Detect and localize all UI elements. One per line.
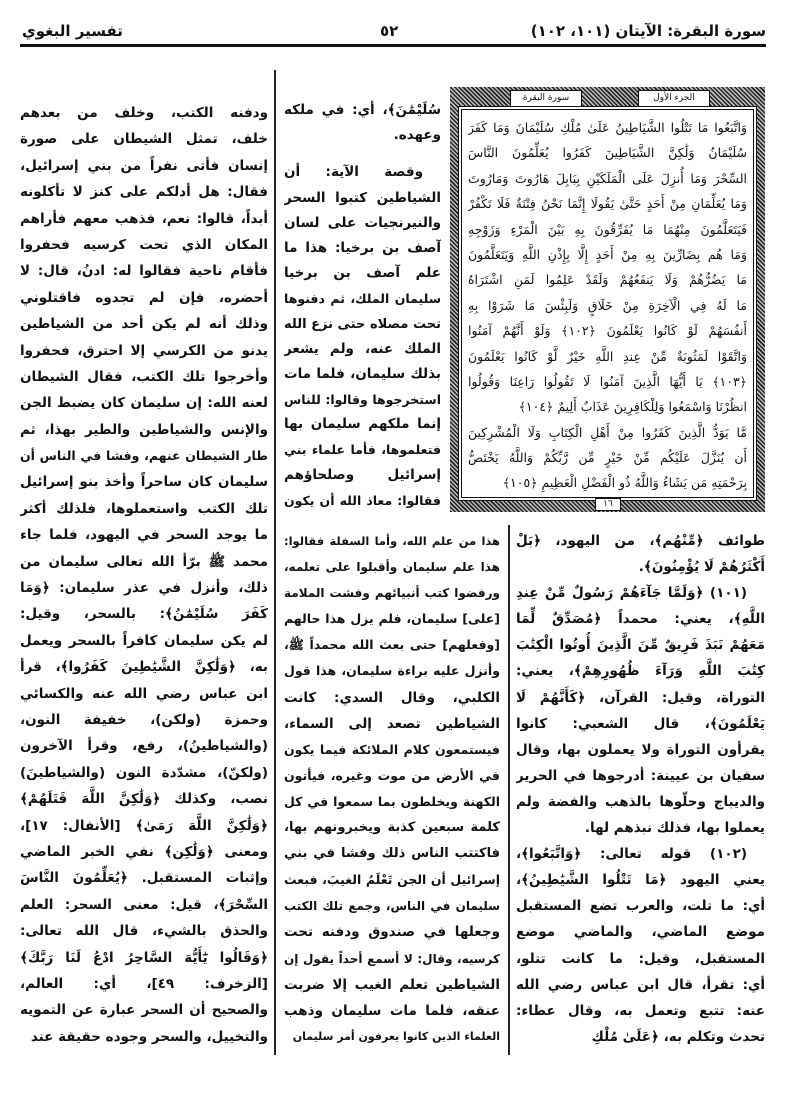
text-line: تحدث وتكلم به، ﴿عَلَىٰ مُلْكِ — [591, 1028, 765, 1045]
text-line: سليمان في الناس، وجمع تلك الكتب — [284, 899, 500, 914]
text-line: (١٠١) ﴿وَلَمَّا جَآءَهُمْ رَسُولٌ مِّنْ عِندِ — [516, 585, 747, 602]
text-line: المكان الذي تحت كرسيه فحفروا — [20, 236, 268, 253]
text-line: مَعَهُمْ نَبَذَ فَرِيقٌ مِّنَ الَّذِينَ أُوتُوا الْكِتَٰبَ — [516, 637, 765, 654]
text-line: التوراة، وقيل: القرآن، ﴿كَأَنَّهُمْ لَا — [516, 689, 765, 706]
right-column — [516, 528, 765, 1050]
quran-line: وَمَا يُعَلِّمَانِ مِنْ أَحَدٍ حَتَّىٰ يَقُولَا إِنَّمَا نَحْنُ فِتْنَةٌ فَلَا تَكْفُرْ — [468, 196, 747, 212]
quran-line: مَا يَضُرُّهُمْ وَلَا يَنفَعُهُمْ وَلَقَدْ عَلِمُوا لَمَنِ اشْتَرَاهُ — [468, 272, 747, 288]
text-line: وحمزة (ولكن)، خفيفة النون، — [20, 711, 268, 728]
text-line: وأنزل عليه براءة سليمان، هذا قول — [284, 663, 500, 679]
text-line: أحضره، فإن لم تجدوه فاقتلوني — [20, 289, 268, 306]
text-line: والتخييل، والسحر وجوده حقيقة عند — [30, 1028, 268, 1045]
page-number: ٥٢ — [380, 22, 399, 40]
text-line: والنيرنجيات على لسان — [284, 214, 441, 231]
text-line: علم آصف بن برخيا — [284, 265, 441, 282]
text-line: اللَّهِ﴾، يعني: محمداً ﴿مُصَدِّقٌ لِّمَا — [516, 611, 765, 628]
text-line: [على] سليمان، فلم يزل هذا حالهم — [284, 611, 500, 627]
book-title: تفسير البغوي — [22, 22, 123, 40]
text-line: هذا علم سليمان وأقبلوا على تعلمه، — [284, 560, 500, 575]
text-line: ورفضوا كتب أنبيائهم وفشت الملامة — [284, 586, 500, 601]
text-line: فتعلموها، فأما علماء بني — [284, 442, 441, 458]
text-line: كرسيه، وقال: لا أسمع أحداً يقول إن — [284, 951, 500, 966]
text-line: سفيان بن عيينة: أدرجوها في الحرير — [516, 767, 765, 784]
text-line: والديباج وحلّوها بالذهب والفضة ولم — [516, 793, 765, 810]
text-line: عنقه، فلما مات سليمان وذهب — [284, 1002, 500, 1019]
text-line: ذلك، وأنزل في عذر سليمان: ﴿وَمَا — [20, 580, 268, 597]
quran-line: وَاتَّقَوْا لَمَثُوبَةٌ مِّنْ عِندِ اللَّهِ خَيْرٌ لَّوْ كَانُوا يَعْلَمُونَ — [468, 348, 747, 364]
text-line: تلك الكتب واستعملوها، فلذلك أكثر — [20, 500, 268, 517]
text-line: طار الشيطان عنهم، وفشا في الناس أن — [20, 448, 268, 464]
text-line: فأقام ناحية فقالوا له: ادنُ، قال: لا — [20, 263, 268, 280]
text-line: ﴿وَلَٰكِنَّ اللَّهَ رَمَىٰ﴾ [الأنفال: ١٧]، — [20, 817, 268, 834]
text-line: إسرائيل أن الجن تَعْلَمُ الغيبَ، فبعث — [284, 872, 500, 888]
text-line: سليمان كان ساحراً وأخذ بنو إسرائيل — [20, 474, 268, 491]
quran-frame — [450, 87, 765, 512]
text-line: موضع الماضي، والماضي موضع — [516, 924, 765, 941]
text-line: فقال: هل أدلكم على كنز لا تأكلونه — [20, 184, 268, 201]
text-line: آصف بن برخيا: هذا ما — [284, 239, 441, 256]
text-line: أبداً، قالوا: نعم، فذهب معهم فأراهم — [20, 210, 268, 227]
quran-line: السِّحْرَ وَمَا أُنزِلَ عَلَى الْمَلَكَيْنِ بِبَابِلَ هَارُوتَ وَمَارُوتَ — [468, 170, 747, 186]
text-line: يَعْلَمُونَ﴾، قال الشعبي: كانوا — [516, 715, 765, 732]
text-line: فقالوا: معاذ الله أن يكون — [284, 492, 441, 508]
text-line: يعملوا بها، فذلك نبذهم لها. — [584, 820, 765, 837]
text-line: محمد ﷺ برّأ الله تعالى سليمان من — [20, 553, 268, 570]
quran-line: مَا لَهُ فِي الْآخِرَةِ مِنْ خَلَاقٍ وَلَبِئْسَ مَا شَرَوْا بِهِ — [468, 297, 747, 313]
text-line: الشياطين تصعد إلى السماء، — [284, 715, 500, 732]
text-line: الملك عنه، ولم يشعر — [284, 340, 441, 357]
text-line: ابن عباس رضي الله عنه والكسائي — [20, 685, 268, 702]
quran-line: انظُرْنَا وَاسْمَعُوا وَلِلْكَافِرِينَ عَذَابٌ أَلِيمٌ ﴿١٠٤﴾ — [518, 399, 747, 415]
quran-line: أَن يُنَزَّلَ عَلَيْكُم مِّنْ خَيْرٍ مِّن رَّبِّكُمْ وَاللَّهُ يَخْتَصُّ — [468, 450, 747, 466]
text-line: الشياطين تعلم الغيب إلا ضربت — [284, 976, 500, 993]
quran-line: سُلَيْمَانُ وَلَٰكِنَّ الشَّيَاطِينَ كَفَرُوا يُعَلِّمُونَ النَّاسَ — [468, 145, 747, 161]
text-line: ودفنه الكتب، وخلف من بعدهم — [20, 105, 268, 121]
quran-line: ﴿١٠٣﴾ يَا أَيُّهَا الَّذِينَ آمَنُوا لَا تَقُولُوا رَاعِنَا وَقُولُوا — [468, 373, 747, 389]
text-line: الشياطين كتبوا السحر — [284, 189, 441, 206]
text-line: سُلَيْمَٰنَ﴾، أي: في ملكه — [284, 102, 441, 118]
text-line: يقرأون التوراة ولا يعملون بها، وقال — [516, 741, 765, 758]
middle-column-lower — [284, 528, 500, 1050]
text-line: كِتَٰبَ اللَّهِ وَرَآءَ ظُهُورِهِمْ﴾، يعني: — [516, 663, 765, 680]
column-divider — [274, 70, 276, 1055]
text-line: ﴿وَقَالُوا يَٰٓأَيُّهَ السَّاحِرُ ادْعُ لَنَا رَبَّكَ﴾ — [20, 949, 268, 966]
text-line: العلماء الذين كانوا يعرفون أمر سليمان — [292, 1029, 500, 1043]
text-line: ما يوجد السحر في اليهود، فلما جاء — [20, 527, 268, 544]
quran-line: فَيَتَعَلَّمُونَ مِنْهُمَا مَا يُفَرِّقُونَ بِهِ بَيْنَ الْمَرْءِ وَزَوْجِهِ — [468, 221, 747, 237]
text-line: وإثبات المستقبل. ﴿يُعَلِّمُونَ النَّاسَ — [20, 870, 268, 887]
text-line: كَفَرَ سُلَيْمَٰنُ﴾: بالسحر، وقيل: — [20, 606, 268, 623]
text-line: بذلك سليمان، فلما مات — [284, 365, 441, 382]
running-header-surah: سورة البقرة: الآيتان (١٠١، ١٠٢) — [530, 22, 766, 40]
text-line: فيستمعون كلام الملائكة فيما يكون — [284, 741, 500, 757]
text-line: والصحيح أن السحر عبارة عن التمويه — [20, 1002, 268, 1019]
middle-column-upper — [284, 98, 441, 513]
text-line: الكهنة ويخلطون بما سمعوا في كل — [284, 793, 500, 809]
text-line: هذا من علم الله، وأما السفلة فقالوا: — [284, 534, 500, 548]
text-line: خلف، تمثل الشيطان على صورة — [20, 131, 268, 148]
text-line: وجعلها في صندوق ودفنه تحت — [284, 924, 500, 941]
text-line: يدنو من الكرسي إلا احترق، فحفروا — [20, 342, 268, 359]
text-line: وأخرجوا تلك الكتب، فقال الشيطان — [20, 368, 268, 385]
text-line: أَكْثَرُهُمْ لَا يُؤْمِنُونَ﴾. — [638, 559, 765, 576]
text-line: وقصة الآية: أن — [284, 164, 423, 181]
text-line: المستقبل، وقيل: ما كانت تتلو، — [516, 950, 765, 967]
surah-label: سورة البقرة — [510, 90, 582, 107]
quran-lines — [468, 115, 747, 496]
text-line: أي: تقرأ، قال ابن عباس رضي الله — [516, 976, 765, 993]
text-line: السِّحْرَ﴾، قيل: معنى السحر: العلم — [20, 896, 268, 913]
text-line: كلمة سبعين كذبة ويخبرونهم بها، — [284, 820, 500, 836]
text-line: (ولكنّ)، مشدّدة النون (والشياطينَ) — [20, 764, 268, 781]
text-line: أي: ما تلت، والعرب تضع المستقبل — [516, 898, 765, 915]
text-line: الكلبي، وقال السدي: كانت — [284, 689, 500, 706]
text-line: إنسان فأتى نفراً من بني إسرائيل، — [20, 157, 268, 174]
left-column — [20, 100, 268, 1050]
text-line: لعنه الله: إن سليمان كان يضبط الجن — [20, 395, 268, 412]
text-line: طوائف ﴿مِّنْهُم﴾، من اليهود، ﴿بَلْ — [516, 533, 765, 549]
text-line: استخرجوها وقالوا: للناس — [284, 392, 441, 408]
text-line: وذلك أنه لم يكن أحد من الشياطين — [20, 316, 268, 333]
text-line: والإنس والشياطين والطير بهذا، ثم — [20, 421, 268, 438]
text-line: يعني اليهود ﴿مَا تَتْلُوا الشَّيَٰطِينُ﴾، — [516, 872, 765, 889]
text-line: فاكتتب الناس ذلك وفشا في بني — [284, 846, 500, 862]
quran-line: وَمَا هُم بِضَارِّينَ بِهِ مِنْ أَحَدٍ إِلَّا بِإِذْنِ اللَّهِ وَيَتَعَلَّمُونَ — [468, 246, 747, 262]
text-line: عنه: تتبع وتعمل به، وقال عطاء: — [516, 1002, 765, 1019]
text-line: وعهده. — [393, 127, 441, 144]
text-line: في الأرض من موت وغيره، فيأتون — [284, 767, 500, 783]
text-line: إنما ملكهم سليمان بها — [284, 416, 441, 433]
text-line: (١٠٢) قوله تعالى: ﴿وَاتَّبَعُوا﴾، — [516, 846, 747, 863]
quran-line: وَاتَّبَعُوا مَا تَتْلُوا الشَّيَاطِينُ عَلَىٰ مُلْكِ سُلَيْمَانَ وَمَا كَفَرَ — [468, 120, 747, 135]
text-line: به، ﴿وَلَٰكِنَّ الشَّيَٰطِينَ كَفَرُوا﴾، قرأ — [20, 659, 268, 676]
text-line: (والشياطينُ)، رفع، وقرأ الآخرون — [20, 738, 268, 755]
text-line: [الزخرف: ٤٩]، أي: العالم، — [20, 975, 268, 992]
mushaf-page-number: ١٦ — [595, 498, 621, 511]
text-line: نصب، وكذلك ﴿وَلَٰكِنَّ اللَّهَ قَتَلَهُمْ﴾ — [20, 791, 268, 808]
quran-text-area — [461, 109, 754, 498]
text-line: والحذق بالشيء، قال الله تعالى: — [20, 923, 268, 940]
quran-line: مَّا يَوَدُّ الَّذِينَ كَفَرُوا مِنْ أَهْلِ الْكِتَابِ وَلَا الْمُشْرِكِينَ — [468, 424, 747, 440]
text-line: لم يكن سليمان كافراً بالسحر ويعمل — [20, 632, 268, 649]
quran-line: بِرَحْمَتِهِ مَن يَشَاءُ وَاللَّهُ ذُو الْفَضْلِ الْعَظِيمِ ﴿١٠٥﴾ — [502, 475, 747, 491]
quran-line: أَنفُسَهُمْ لَوْ كَانُوا يَعْلَمُونَ ﴿١٠٢﴾ وَلَوْ أَنَّهُمْ آمَنُوا — [468, 323, 747, 339]
column-divider — [508, 525, 510, 1055]
juz-label: الجزء الأول — [638, 90, 710, 107]
text-line: ومعنى ﴿وَلَٰكِن﴾ نفي الخبر الماضي — [20, 843, 268, 860]
header-rule — [20, 44, 766, 47]
text-line: إسرائيل وصلحاؤهم — [284, 466, 441, 483]
text-line: تحت مصلاه حتى نزع الله — [284, 316, 441, 332]
text-line: [وفعلهم] حتى بعث الله محمداً ﷺ، — [284, 637, 500, 653]
text-line: سليمان الملك، ثم دفنوها — [284, 291, 441, 307]
